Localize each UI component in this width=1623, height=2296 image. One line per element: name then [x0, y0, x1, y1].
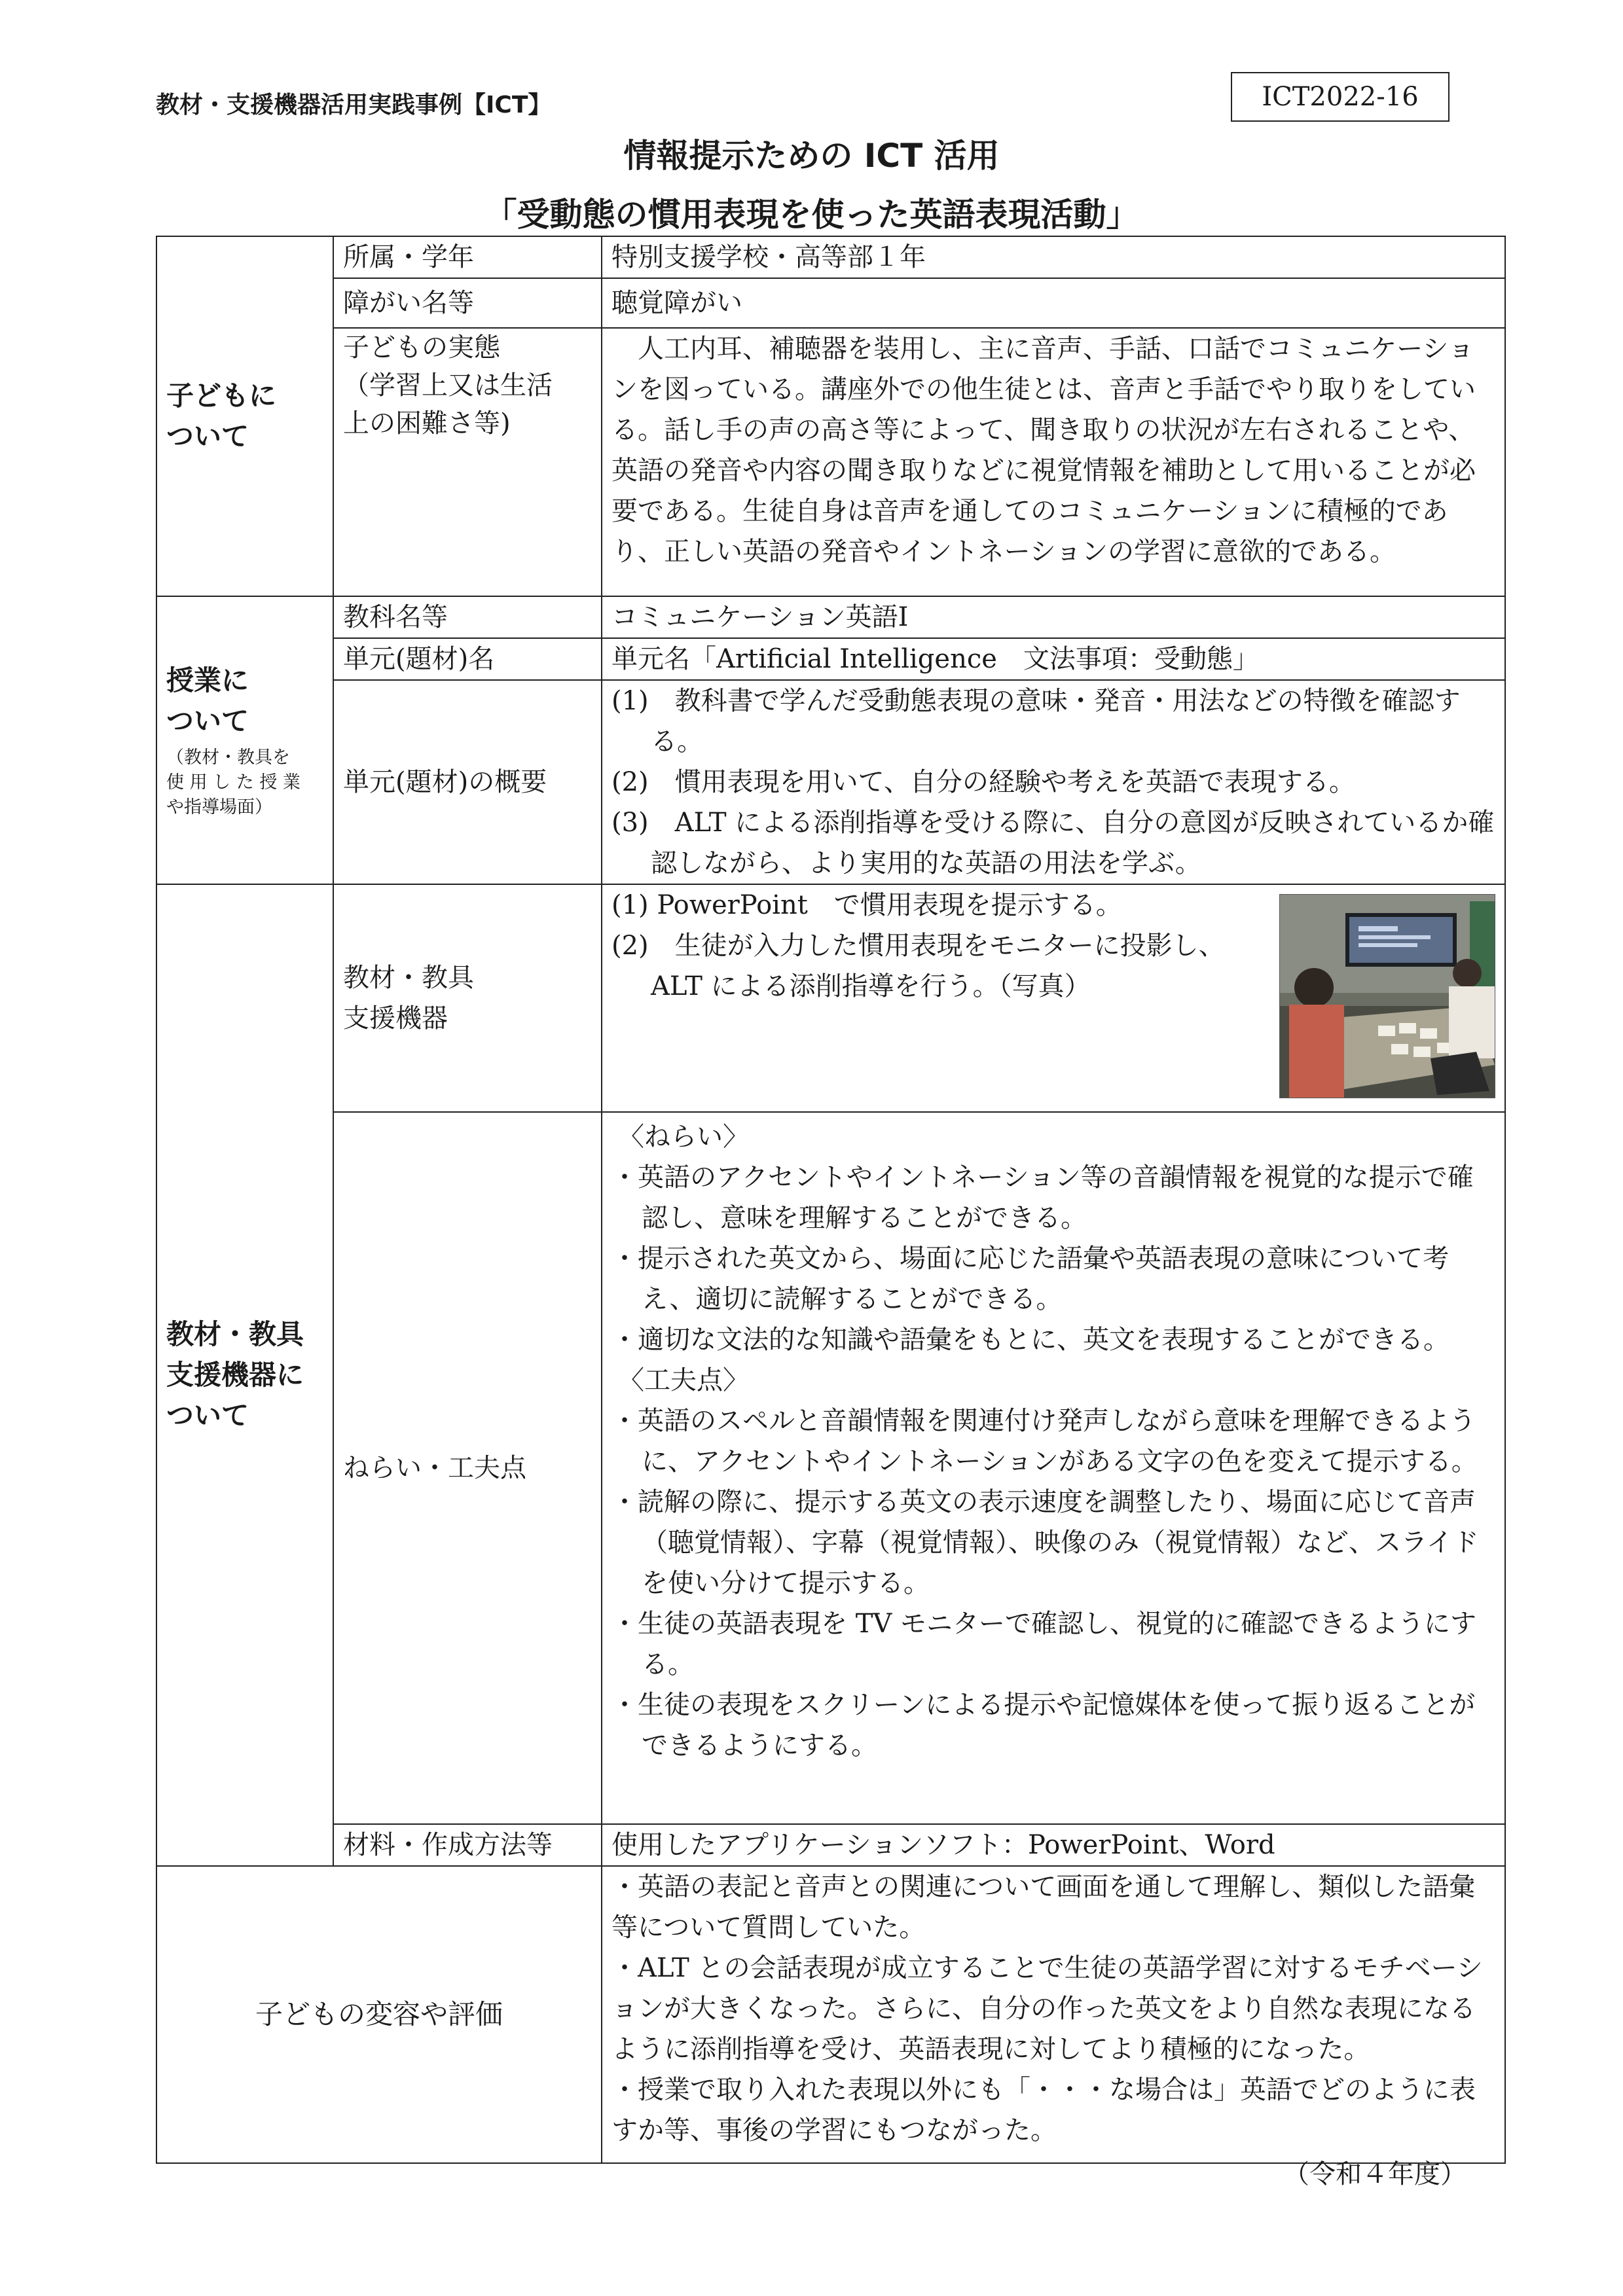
ideas-item: ・読解の際に、提示する英文の表示速度を調整したり、場面に応じて音声（聴覚情報）、字幕（視覚情報）、映像のみ（視覚情報）など、スライドを使い分けて提示する。 [611, 1487, 1479, 1598]
tools-list [611, 885, 1266, 1007]
evaluation-label: 子どもの変容や評価 [156, 1866, 602, 2163]
unit-value: 単元名「Artificial Intelligence 文法事項：受動態」 [602, 638, 1505, 680]
child-state-value: 人工内耳、補聴器を装用し、主に音声、手話、口話でコミュニケーションを図っている。講座外での他生徒とは、音声と手話でやり取りをしている。話し手の声の高さ等によって、聞き取りの状況が左右されることや、英語の発音や内容の聞き取りなどに視覚情報を補助として用いることが必要である。生徒自身は音声を通してのコミュニケーションに積極的であり、正しい英語の発音やイントネーションの学習に意欲的である。 [602, 328, 1505, 596]
evaluation-cell [602, 1866, 1505, 2163]
category-child: 子どもに ついて [156, 236, 333, 596]
overview-label: 単元(題材)の概要 [333, 680, 602, 884]
method-value: 使用したアプリケーションソフト：PowerPoint、Word [602, 1824, 1505, 1866]
method-label: 材料・作成方法等 [333, 1824, 602, 1866]
overview-item: (3) ALT による添削指導を受ける際に、自分の意図が反映されているか確認しながら、より実用的な英語の用法を学ぶ。 [611, 808, 1495, 878]
aims-label: ねらい・工夫点 [333, 1112, 602, 1824]
disability-value: 聴覚障がい [602, 278, 1505, 328]
fiscal-year: （令和４年度） [1283, 2159, 1467, 2189]
category-lesson-note: （教材・教具を 使 用 し た 授 業 や指導場面） [166, 747, 301, 817]
ideas-item: ・生徒の表現をスクリーンによる提示や記憶媒体を使って振り返ることができるようにする。 [611, 1690, 1476, 1761]
category-lesson-title: 授業に ついて [166, 664, 249, 737]
disability-label: 障がい名等 [333, 278, 602, 328]
category-materials: 教材・教具 支援機器に ついて [156, 884, 333, 1866]
evaluation-item: ・授業で取り入れた表現以外にも「・・・な場合は」英語でどのように表すか等、事後の学習にもつながった。 [611, 2075, 1476, 2145]
ideas-heading: 〈工夫点〉 [618, 1365, 749, 1395]
title-line-2: 「受動態の慣用表現を使った英語表現活動」 [484, 196, 1139, 234]
tools-item: (1) PowerPoint で慣用表現を提示する。 [611, 890, 1122, 920]
aims-item: ・提示された英文から、場面に応じた語彙や英語表現の意味について考え、適切に読解することができる。 [611, 1244, 1450, 1314]
aims-item: ・英語のアクセントやイントネーション等の音韻情報を視覚的な提示で確認し、意味を理解することができる。 [611, 1162, 1474, 1233]
classroom-photo [1279, 894, 1495, 1098]
tools-item: (2) 生徒が入力した慣用表現をモニターに投影し、ALT による添削指導を行う。（写真） [611, 931, 1225, 1001]
classroom-photo-image [1280, 895, 1495, 1098]
subject-label: 教科名等 [333, 596, 602, 638]
overview-item: (2) 慣用表現を用いて、自分の経験や考えを英語で表現する。 [611, 767, 1355, 797]
tools-label: 教材・教具 支援機器 [333, 884, 602, 1112]
affiliation-value: 特別支援学校・高等部１年 [602, 236, 1505, 278]
category-lesson [156, 596, 333, 884]
evaluation-item: ・ALT との会話表現が成立することで生徒の英語学習に対するモチベーションが大きくなった。さらに、自分の作った英文をより自然な表現になるように添削指導を受け、英語表現に対してより積極的になった。 [611, 1953, 1483, 2064]
evaluation-item: ・英語の表記と音声との関連について画面を通して理解し、類似した語彙等について質問していた。 [611, 1872, 1476, 1943]
unit-label: 単元(題材)名 [333, 638, 602, 680]
aims-item: ・適切な文法的な知識や語彙をもとに、英文を表現することができる。 [611, 1325, 1450, 1355]
case-table [156, 236, 1506, 2164]
overview-cell [602, 680, 1505, 884]
ideas-list [611, 1401, 1495, 1766]
document-id-box: ICT2022-16 [1231, 72, 1450, 122]
ideas-item: ・英語のスペルと音韻情報を関連付け発声しながら意味を理解できるように、アクセントやイントネーションがある文字の色を変えて提示する。 [611, 1406, 1478, 1477]
child-state-label: 子どもの実態 （学習上又は生活 上の困難さ等) [333, 328, 602, 596]
overview-list [611, 681, 1495, 884]
aims-heading: 〈ねらい〉 [618, 1122, 749, 1152]
overview-item: (1) 教科書で学んだ受動態表現の意味・発音・用法などの特徴を確認する。 [611, 686, 1461, 757]
aims-cell [602, 1112, 1505, 1824]
ideas-item: ・生徒の英語表現を TV モニターで確認し、視覚的に確認できるようにする。 [611, 1609, 1476, 1679]
subject-value: コミュニケーション英語Ⅰ [602, 596, 1505, 638]
title-line-1: 情報提示ための ICT 活用 [623, 137, 1000, 175]
header-label: 教材・支援機器活用実践事例【ICT】 [156, 92, 552, 118]
aims-list [611, 1157, 1495, 1360]
affiliation-label: 所属・学年 [333, 236, 602, 278]
tools-cell [602, 884, 1505, 1112]
